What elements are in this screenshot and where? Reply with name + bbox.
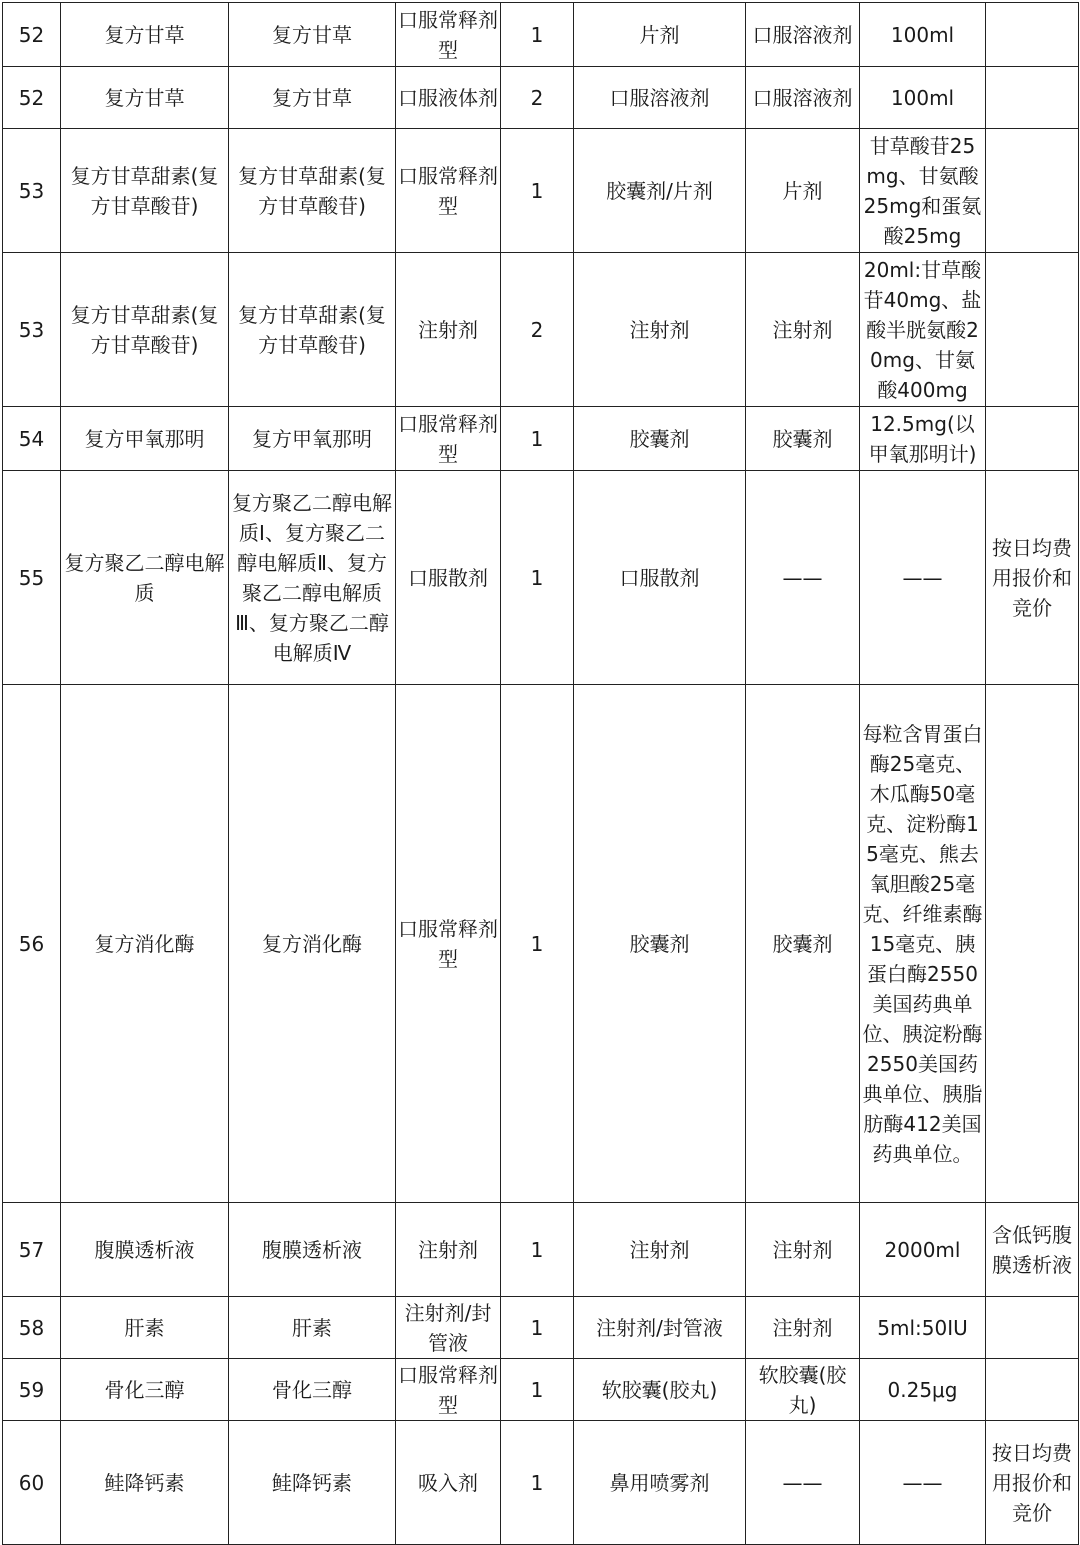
cell-generic-name: 复方甘草 (61, 67, 229, 129)
cell-specification-name: 骨化三醇 (229, 1359, 396, 1421)
cell-reference-form: 软胶囊(胶丸) (746, 1359, 860, 1421)
cell-reference-form: 口服溶液剂 (746, 67, 860, 129)
cell-strength: 每粒含胃蛋白酶25毫克、木瓜酶50毫克、淀粉酶15毫克、熊去氧胆酸25毫克、纤维素酶15毫克、胰蛋白酶2550美国药典单位、胰淀粉酶2550美国药典单位、胰脂肪酶412美国药典单位。 (860, 685, 986, 1203)
cell-specification-name: 复方聚乙二醇电解质Ⅰ、复方聚乙二醇电解质Ⅱ、复方聚乙二醇电解质Ⅲ、复方聚乙二醇电解质Ⅳ (229, 471, 396, 685)
cell-specification-name: 复方甘草甜素(复方甘草酸苷) (229, 253, 396, 407)
cell-reference-form: 胶囊剂 (746, 685, 860, 1203)
cell-number: 55 (3, 471, 61, 685)
cell-number: 54 (3, 407, 61, 471)
table-row (3, 1359, 1079, 1421)
cell-level: 1 (501, 685, 574, 1203)
cell-reference-form: 注射剂 (746, 1203, 860, 1297)
cell-strength: 5ml:50IU (860, 1297, 986, 1359)
cell-note (986, 129, 1079, 253)
cell-level: 1 (501, 1297, 574, 1359)
cell-dosage-form: 片剂 (574, 3, 746, 67)
drug-table (2, 2, 1079, 1545)
cell-specification-name: 肝素 (229, 1297, 396, 1359)
cell-level: 1 (501, 1203, 574, 1297)
cell-category: 口服常释剂型 (396, 3, 501, 67)
cell-number: 57 (3, 1203, 61, 1297)
cell-specification-name: 复方甘草甜素(复方甘草酸苷) (229, 129, 396, 253)
cell-dosage-form: 胶囊剂 (574, 407, 746, 471)
cell-number: 56 (3, 685, 61, 1203)
cell-dosage-form: 胶囊剂/片剂 (574, 129, 746, 253)
cell-level: 1 (501, 471, 574, 685)
cell-number: 52 (3, 67, 61, 129)
cell-generic-name: 复方聚乙二醇电解质 (61, 471, 229, 685)
cell-generic-name: 肝素 (61, 1297, 229, 1359)
cell-generic-name: 复方甘草甜素(复方甘草酸苷) (61, 253, 229, 407)
cell-dosage-form: 注射剂 (574, 1203, 746, 1297)
cell-level: 2 (501, 67, 574, 129)
cell-strength: 2000ml (860, 1203, 986, 1297)
table-body (3, 3, 1079, 1545)
cell-reference-form: —— (746, 1421, 860, 1545)
cell-specification-name: 腹膜透析液 (229, 1203, 396, 1297)
cell-specification-name: 鲑降钙素 (229, 1421, 396, 1545)
cell-dosage-form: 口服散剂 (574, 471, 746, 685)
cell-reference-form: 片剂 (746, 129, 860, 253)
cell-reference-form: 胶囊剂 (746, 407, 860, 471)
cell-dosage-form: 注射剂/封管液 (574, 1297, 746, 1359)
table-row (3, 1297, 1079, 1359)
cell-generic-name: 腹膜透析液 (61, 1203, 229, 1297)
cell-strength: 100ml (860, 67, 986, 129)
cell-category: 注射剂 (396, 1203, 501, 1297)
cell-dosage-form: 软胶囊(胶丸) (574, 1359, 746, 1421)
cell-category: 口服液体剂 (396, 67, 501, 129)
table-row (3, 407, 1079, 471)
cell-number: 53 (3, 253, 61, 407)
cell-generic-name: 复方甲氧那明 (61, 407, 229, 471)
cell-strength: 100ml (860, 3, 986, 67)
cell-note: 按日均费用报价和竞价 (986, 471, 1079, 685)
cell-note (986, 253, 1079, 407)
table-row (3, 1421, 1079, 1545)
cell-reference-form: 注射剂 (746, 253, 860, 407)
table-row (3, 67, 1079, 129)
table-row (3, 3, 1079, 67)
cell-strength: 12.5mg(以甲氧那明计) (860, 407, 986, 471)
table-row (3, 253, 1079, 407)
cell-strength: —— (860, 1421, 986, 1545)
cell-specification-name: 复方消化酶 (229, 685, 396, 1203)
cell-number: 60 (3, 1421, 61, 1545)
cell-category: 注射剂/封管液 (396, 1297, 501, 1359)
cell-dosage-form: 鼻用喷雾剂 (574, 1421, 746, 1545)
cell-level: 2 (501, 253, 574, 407)
cell-level: 1 (501, 1421, 574, 1545)
cell-level: 1 (501, 1359, 574, 1421)
cell-number: 58 (3, 1297, 61, 1359)
cell-category: 口服常释剂型 (396, 129, 501, 253)
cell-reference-form: —— (746, 471, 860, 685)
cell-category: 口服常释剂型 (396, 407, 501, 471)
cell-category: 口服常释剂型 (396, 685, 501, 1203)
cell-generic-name: 复方消化酶 (61, 685, 229, 1203)
cell-category: 注射剂 (396, 253, 501, 407)
table-row (3, 471, 1079, 685)
cell-number: 59 (3, 1359, 61, 1421)
cell-strength: 20ml:甘草酸苷40mg、盐酸半胱氨酸20mg、甘氨酸400mg (860, 253, 986, 407)
cell-note (986, 1359, 1079, 1421)
cell-note (986, 407, 1079, 471)
cell-note: 按日均费用报价和竞价 (986, 1421, 1079, 1545)
cell-dosage-form: 注射剂 (574, 253, 746, 407)
cell-dosage-form: 胶囊剂 (574, 685, 746, 1203)
cell-generic-name: 复方甘草 (61, 3, 229, 67)
cell-note: 含低钙腹膜透析液 (986, 1203, 1079, 1297)
cell-reference-form: 口服溶液剂 (746, 3, 860, 67)
cell-specification-name: 复方甘草 (229, 67, 396, 129)
cell-number: 52 (3, 3, 61, 67)
cell-level: 1 (501, 3, 574, 67)
table-row (3, 129, 1079, 253)
cell-strength: 甘草酸苷25mg、甘氨酸25mg和蛋氨酸25mg (860, 129, 986, 253)
cell-specification-name: 复方甲氧那明 (229, 407, 396, 471)
cell-generic-name: 复方甘草甜素(复方甘草酸苷) (61, 129, 229, 253)
cell-dosage-form: 口服溶液剂 (574, 67, 746, 129)
cell-level: 1 (501, 407, 574, 471)
cell-category: 吸入剂 (396, 1421, 501, 1545)
cell-note (986, 67, 1079, 129)
table-row (3, 685, 1079, 1203)
cell-specification-name: 复方甘草 (229, 3, 396, 67)
cell-category: 口服散剂 (396, 471, 501, 685)
table-row (3, 1203, 1079, 1297)
cell-generic-name: 骨化三醇 (61, 1359, 229, 1421)
cell-generic-name: 鲑降钙素 (61, 1421, 229, 1545)
cell-note (986, 685, 1079, 1203)
cell-strength: 0.25μg (860, 1359, 986, 1421)
cell-note (986, 1297, 1079, 1359)
cell-note (986, 3, 1079, 67)
cell-category: 口服常释剂型 (396, 1359, 501, 1421)
cell-number: 53 (3, 129, 61, 253)
cell-reference-form: 注射剂 (746, 1297, 860, 1359)
cell-strength: —— (860, 471, 986, 685)
cell-level: 1 (501, 129, 574, 253)
